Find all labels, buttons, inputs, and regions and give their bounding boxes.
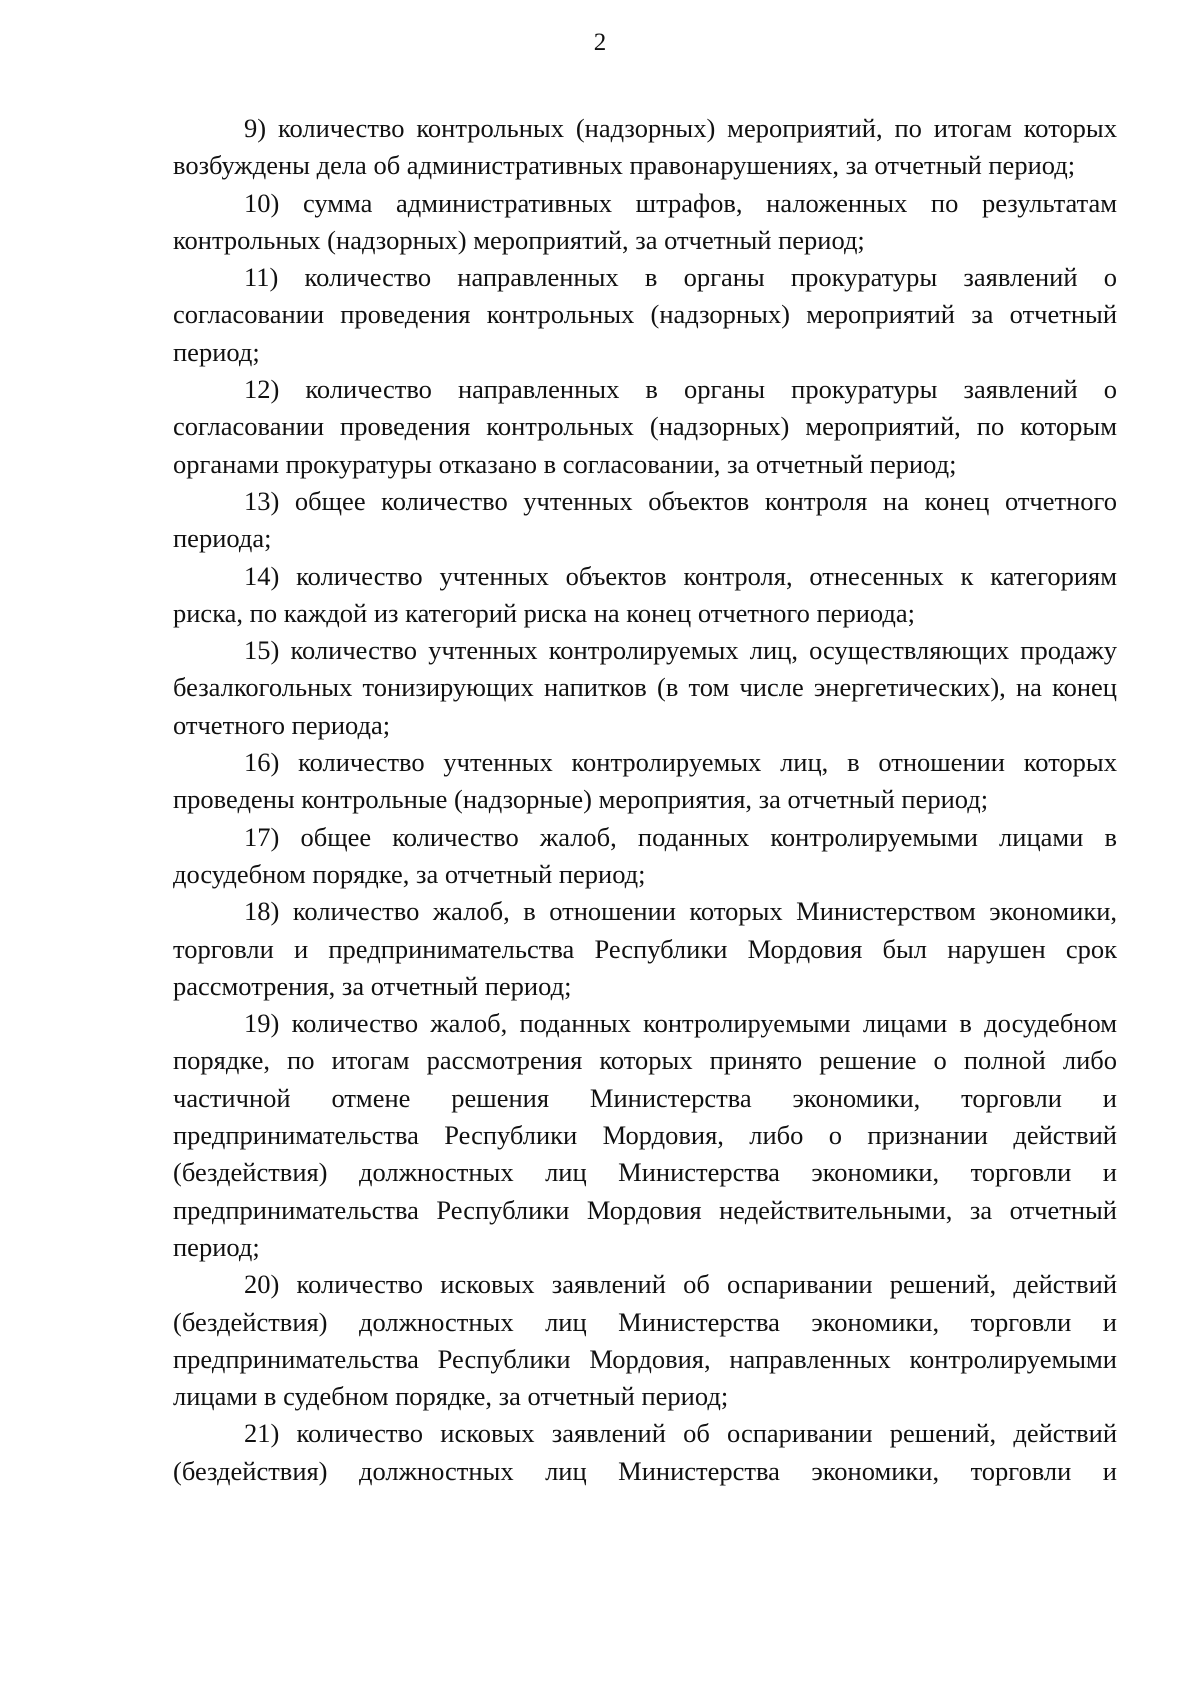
list-item-18: 18) количество жалоб, в отношении которых Министерством экономики, торговли и предпринимательства Республики Мордовия был нарушен срок рассмотрения, за отчетный период; (173, 896, 1117, 1001)
list-item-16: 16) количество учтенных контролируемых лиц, в отношении которых проведены контрольные (надзорные) мероприятия, за отчетный период; (173, 747, 1117, 815)
document-body (173, 110, 1117, 1490)
list-item-11: 11) количество направленных в органы прокуратуры заявлений о согласовании проведения контрольных (надзорных) мероприятий за отчетный период; (173, 262, 1117, 367)
list-item-14: 14) количество учтенных объектов контроля, отнесенных к категориям риска, по каждой из категорий риска на конец отчетного периода; (173, 560, 1117, 628)
list-item-15: 15) количество учтенных контролируемых лиц, осуществляющих продажу безалкогольных тонизирующих напитков (в том числе энергетических), на конец отчетного периода; (173, 635, 1117, 740)
list-item-20: 20) количество исковых заявлений об оспаривании решений, действий (бездействия) должностных лиц Министерства экономики, торговли и предпринимательства Республики Мордовия, направленных контролируемыми лицами в судебном порядке, за отчетный период; (173, 1269, 1117, 1412)
list-item-13: 13) общее количество учтенных объектов контроля на конец отчетного периода; (173, 485, 1117, 554)
page-number: 2 (593, 29, 607, 56)
list-item-12: 12) количество направленных в органы прокуратуры заявлений о согласовании проведения контрольных (надзорных) мероприятий, по которым органами прокуратуры отказано в согласовании, за отчетный период; (173, 374, 1117, 479)
list-item-19: 19) количество жалоб, поданных контролируемыми лицами в досудебном порядке, по итогам рассмотрения которых принято решение о полной либо частичной отмене решения Министерства экономики, торговли и предпринимательства Республики Мордовия, либо о признании действий (бездействия) должностных лиц Министерства экономики, торговли и предпринимательства Республики Мордовия недействительными, за отчетный период; (173, 1008, 1117, 1262)
list-item-17: 17) общее количество жалоб, поданных контролируемыми лицами в досудебном порядке, за отчетный период; (173, 821, 1117, 889)
list-item-9: 9) количество контрольных (надзорных) мероприятий, по итогам которых возбуждены дела об административных правонарушениях, за отчетный период; (173, 113, 1117, 181)
list-item-10: 10) сумма административных штрафов, наложенных по результатам контрольных (надзорных) мероприятий, за отчетный период; (173, 187, 1117, 255)
list-item-21: 21) количество исковых заявлений об оспаривании решений, действий (бездействия) должностных лиц Министерства экономики, торговли и (173, 1418, 1117, 1486)
